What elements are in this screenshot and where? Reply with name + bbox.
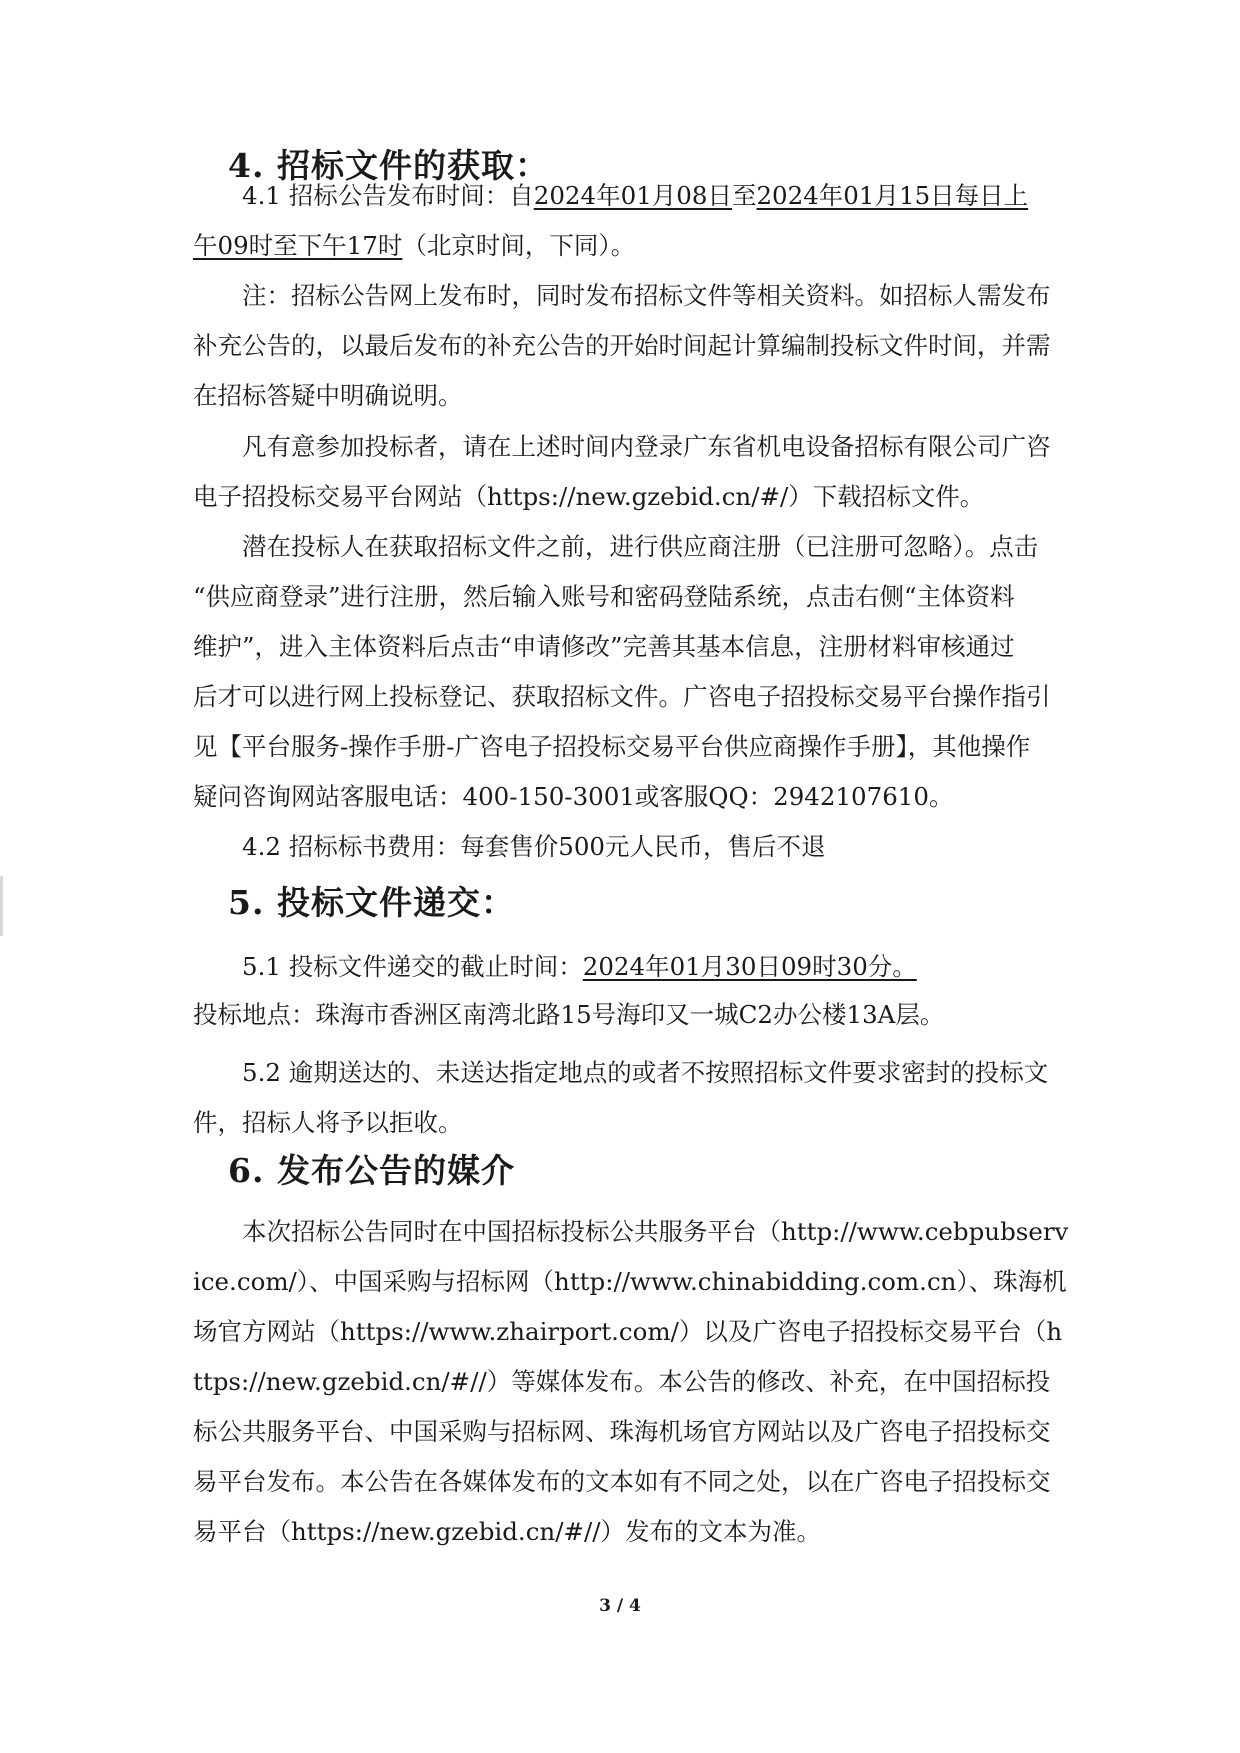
late-submission-line-2: 件，招标人将予以拒收。 (193, 1108, 463, 1137)
note-line-1: 注：招标公告网上发布时，同时发布招标文件等相关资料。如招标人需发布 (242, 281, 1051, 310)
note-line-3: 在招标答疑中明确说明。 (193, 381, 463, 410)
registration-line-3: 维护”，进入主体资料后点击“申请修改”完善其基本信息，注册材料审核通过 (193, 632, 1015, 661)
publish-date-from: 2024年01月08日 (533, 181, 732, 210)
deadline-label: 5.1 投标文件递交的截止时间： (242, 952, 583, 981)
paragraph-4-1-cont (193, 221, 1055, 272)
registration-line-5: 见【平台服务-操作手册-广咨电子招投标交易平台供应商操作手册】，其他操作 (193, 732, 1031, 761)
note-line-2: 补充公告的，以最后发布的补充公告的开始时间起计算编制投标文件时间，并需 (193, 331, 1051, 360)
bid-location: 投标地点：珠海市香洲区南湾北路15号海印又一城C2办公楼13A层。 (193, 1000, 945, 1029)
registration-line-4: 后才可以进行网上投标登记、获取招标文件。广咨电子招投标交易平台操作指引 (193, 682, 1051, 711)
intent-line-2: 电子招投标交易平台网站（https://new.gzebid.cn/#/）下载招标文件。 (193, 482, 985, 511)
media-line-3: 场官方网站（https://www.zhairport.com/）以及广咨电子招投标交易平台（h (193, 1317, 1063, 1346)
registration-line-1: 潜在投标人在获取招标文件之前，进行供应商注册（已注册可忽略）。点击 (242, 532, 1039, 561)
page-number: 3 / 4 (599, 1596, 641, 1616)
registration-line-6: 疑问咨询网站客服电话：400-150-3001或客服QQ：2942107610。 (193, 782, 954, 811)
section-5-heading: 5. 投标文件递交： (228, 883, 515, 922)
registration-line-2: “供应商登录”进行注册，然后输入账号和密码登陆系统，点击右侧“主体资料 (193, 582, 1015, 611)
publish-date-to: 2024年01月15日每日上 (756, 181, 1029, 210)
beijing-time-note: （北京时间，下同）。 (402, 231, 636, 260)
media-line-7: 易平台（https://new.gzebid.cn/#//）发布的文本为准。 (193, 1517, 821, 1546)
media-line-4: ttps://new.gzebid.cn/#//）等媒体发布。本公告的修改、补充，在中国招标投 (193, 1367, 1051, 1396)
late-submission-line-1: 5.2 逾期送达的、未送达指定地点的或者不按照招标文件要求密封的投标文 (242, 1058, 1049, 1087)
media-line-6: 易平台发布。本公告在各媒体发布的文本如有不同之处，以在广咨电子招投标交 (193, 1467, 1051, 1496)
deadline-value: 2024年01月30日09时30分。 (582, 952, 917, 981)
section-6-heading: 6. 发布公告的媒介 (228, 1151, 515, 1190)
publish-hours: 午09时至下午17时 (193, 231, 403, 260)
intent-line-1: 凡有意参加投标者，请在上述时间内登录广东省机电设备招标有限公司广咨 (242, 432, 1051, 461)
bid-document-fee: 4.2 招标标书费用：每套售价500元人民币，售后不退 (242, 832, 826, 861)
publish-time-label: 4.1 招标公告发布时间：自 (242, 181, 534, 210)
media-line-5: 标公共服务平台、中国采购与招标网、珠海机场官方网站以及广咨电子招投标交 (193, 1417, 1051, 1446)
media-line-1: 本次招标公告同时在中国招标投标公共服务平台（http://www.cebpubserv (242, 1217, 1069, 1246)
paragraph-5-1 (193, 942, 1104, 993)
section-4-heading: 4. 招标文件的获取： (228, 146, 549, 185)
publish-date-to-word: 至 (731, 181, 757, 210)
paragraph-4-1 (193, 171, 1104, 222)
media-line-2: ice.com/）、中国采购与招标网（http://www.chinabidding.com.cn）、珠海机 (193, 1267, 1067, 1296)
scan-edge-mark (0, 876, 3, 936)
